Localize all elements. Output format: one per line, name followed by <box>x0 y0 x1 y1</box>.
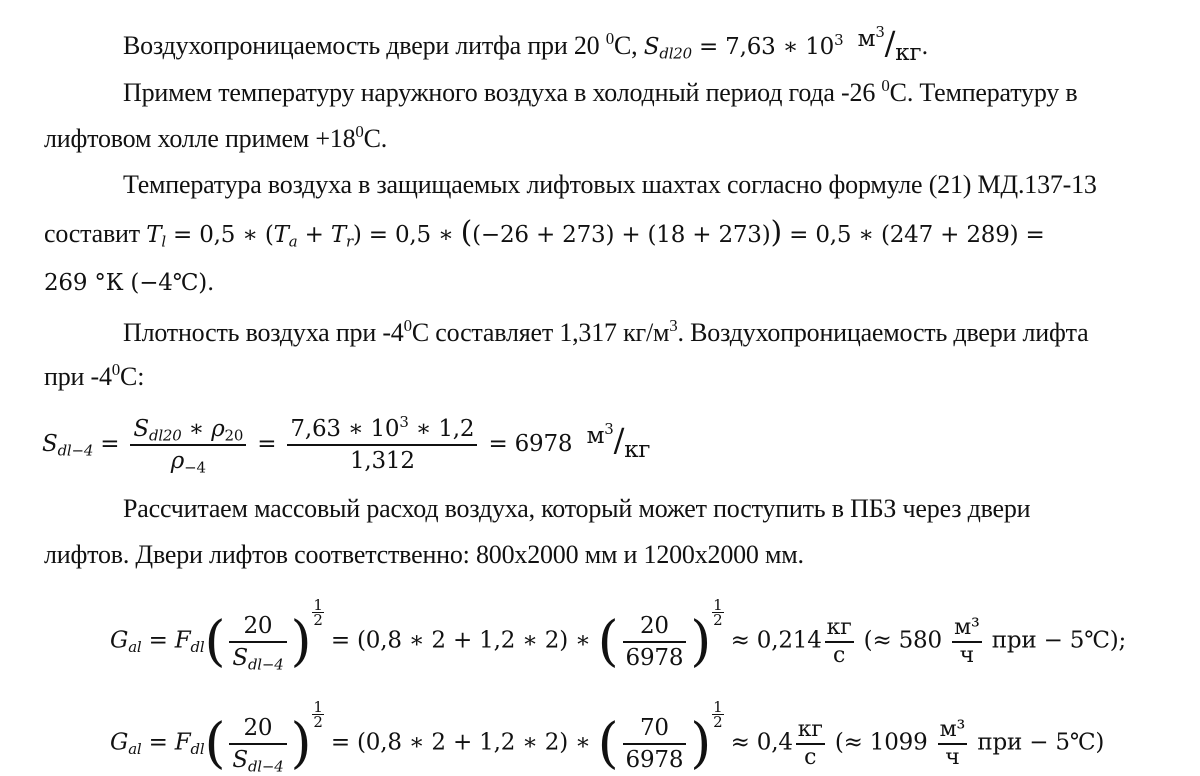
den: с <box>833 642 846 668</box>
text: лифтов. Двери лифтов соответственно: 800х2000 мм и 1200х2000 мм. <box>44 540 804 569</box>
paren: ( <box>460 215 473 250</box>
fraction <box>623 611 687 673</box>
exponent-half <box>712 700 723 729</box>
text: Примем температуру наружного воздуха в холодный период года -26 <box>123 78 882 107</box>
unit-kg-per-s <box>796 717 825 771</box>
sub: al <box>128 739 142 758</box>
paragraph-shaft-temp-formula <box>44 215 1045 251</box>
text: ) = 0,5 ∗ <box>352 222 461 248</box>
formula-s-dl20 <box>643 23 929 66</box>
text: составит <box>44 219 147 248</box>
var: T <box>273 222 289 248</box>
sub: a <box>288 232 298 251</box>
text: + <box>297 222 331 248</box>
fraction <box>623 713 687 775</box>
den: ч <box>959 642 975 668</box>
num: 1 <box>313 596 323 614</box>
unit-den: кг <box>624 437 651 463</box>
paragraph-mass-flow-line1 <box>123 494 1030 524</box>
num: м³ <box>952 615 982 643</box>
exponent-half <box>312 700 323 729</box>
sub: l <box>161 232 166 251</box>
var: ρ <box>170 448 185 474</box>
text: при − 5℃) <box>977 729 1105 756</box>
num: 1 <box>713 698 723 716</box>
text: 269 °К (−4℃). <box>44 270 215 296</box>
text: при − 5℃); <box>991 627 1127 654</box>
sub: dl <box>190 739 205 758</box>
sub: dl−4 <box>247 756 284 775</box>
paren: ) <box>290 711 312 775</box>
text: = 0,5 ∗ (247 + 289) = <box>782 222 1045 248</box>
degree-superscript: 0 <box>111 359 121 379</box>
var: S <box>232 746 248 773</box>
value: = 7,63 ∗ 10 <box>691 34 835 60</box>
var: G <box>110 729 129 756</box>
formula-s-dl-4: $S_{dl-4}$ = $\frac{S_{dl20} ∗ \rho_{20}}{\rho_{-4}}$ = $\frac{7,63 ∗ 10^3 ∗ 1,2}{1,312}$ = 6978 $м^3/кг$ <box>42 413 651 477</box>
paragraph-density-line1 <box>123 315 1089 348</box>
var: T <box>330 222 346 248</box>
paragraph-density-line2 <box>44 359 145 392</box>
text: = 0,5 ∗ ( <box>165 222 274 248</box>
unit-den: кг <box>895 40 922 66</box>
sub: r <box>345 232 353 251</box>
var: ρ <box>211 416 225 442</box>
formula-g-al-1: $G_{al} = F_{dl}$( $\frac{20}{S_{dl-4}}$ ) $\frac{1}{2}$ = (0,8 ∗ 2 + 1,2 ∗ 2) ∗ ( $\frac{20}{6978}$ ) $\frac{1}{2}$ ≈ 0,214 кг с (≈ 580 м³ ч при − 5℃); <box>110 596 1127 673</box>
degree-superscript: 0 <box>355 121 364 141</box>
text: ∗ <box>181 416 212 442</box>
exponent-half <box>712 598 723 627</box>
den: с <box>804 744 817 770</box>
unit-kg-per-s <box>825 615 854 669</box>
text: С. <box>363 124 388 153</box>
text: Плотность воздуха при -4 <box>123 318 404 347</box>
text: = (0,8 ∗ 2 + 1,2 ∗ 2) ∗ <box>330 627 591 654</box>
text: (−26 + 273) + (18 + 273) <box>472 222 771 248</box>
paren: ) <box>690 711 712 775</box>
var: S <box>133 416 149 442</box>
result: ≈ 0,214 <box>730 627 822 654</box>
paren: ( <box>597 609 619 673</box>
text: (≈ 580 <box>863 627 942 654</box>
var-s: S <box>643 34 660 60</box>
sub: dl <box>190 637 205 656</box>
den: 6978 <box>625 644 684 671</box>
exp: 3 <box>875 23 885 42</box>
num: м³ <box>938 717 968 745</box>
den: 2 <box>713 611 723 629</box>
sub: 20 <box>224 426 244 445</box>
paragraph-shaft-temp-result <box>44 268 214 298</box>
den: ч <box>945 744 960 770</box>
paren: ( <box>204 609 226 673</box>
exponent: 3 <box>669 315 678 335</box>
unit-num: м <box>857 26 876 52</box>
text: = (0,8 ∗ 2 + 1,2 ∗ 2) ∗ <box>330 729 591 756</box>
paren: ) <box>770 215 783 250</box>
num: 20 <box>229 611 286 643</box>
var: G <box>110 627 129 654</box>
sub: −4 <box>184 458 206 477</box>
unit-m3-per-kg: $м^3/кг$ <box>857 23 922 66</box>
den: 6978 <box>625 746 684 773</box>
exp: 3 <box>399 413 409 432</box>
paragraph-outdoor-temp-line2 <box>44 121 388 154</box>
var: S <box>232 644 248 671</box>
var: F <box>174 627 191 654</box>
text: лифтовом холле примем +18 <box>44 124 356 153</box>
exponent: 3 <box>834 31 844 50</box>
den: 2 <box>313 713 323 731</box>
fraction <box>229 611 286 673</box>
exp: 3 <box>604 420 614 439</box>
degree-superscript: 0 <box>403 315 412 335</box>
exponent-half <box>312 598 323 627</box>
paragraph-mass-flow-line2 <box>44 540 804 570</box>
den: 2 <box>713 713 723 731</box>
text: 1,312 <box>349 448 415 474</box>
paragraph-shaft-temp-line1 <box>123 170 1097 200</box>
den: 2 <box>313 611 323 629</box>
fraction-density-ratio <box>130 414 246 476</box>
text: Температура воздуха в защищаемых лифтовых шахтах согласно формуле (21) МД.137-13 <box>123 170 1097 199</box>
text: ∗ 1,2 <box>408 416 475 442</box>
subscript: dl20 <box>659 44 692 63</box>
text: Рассчитаем массовый расход воздуха, который может поступить в ПБЗ через двери <box>123 494 1031 523</box>
num: 1 <box>713 596 723 614</box>
text: . <box>921 34 929 60</box>
num: 20 <box>623 611 687 643</box>
var: T <box>146 222 162 248</box>
fraction <box>229 713 286 775</box>
unit-m3-per-kg: $м^3/кг$ <box>586 420 651 463</box>
paren: ) <box>690 609 712 673</box>
fraction-values <box>287 414 477 476</box>
text: (≈ 1099 <box>834 729 928 756</box>
text: при -4 <box>44 362 112 391</box>
text: С: <box>120 362 145 391</box>
sub: dl20 <box>148 426 182 445</box>
formula-t-l <box>146 215 1045 251</box>
var: S <box>42 431 58 457</box>
num: 20 <box>229 713 286 745</box>
text: С составляет 1,317 кг/м <box>411 318 670 347</box>
paren: ( <box>597 711 619 775</box>
unit-m3-per-h <box>938 717 968 771</box>
degree-superscript: 0 <box>605 28 615 48</box>
text: 7,63 ∗ 10 <box>290 416 400 442</box>
sub: dl−4 <box>57 441 94 460</box>
sub: dl−4 <box>247 654 284 673</box>
result: ≈ 0,4 <box>730 729 793 756</box>
text: С, <box>614 31 644 60</box>
num: 1 <box>313 698 323 716</box>
num: 70 <box>623 713 687 745</box>
num: кг <box>796 717 825 745</box>
paragraph-outdoor-temp-line1 <box>123 75 1078 108</box>
text: . Воздухопроницаемость двери лифта <box>677 318 1089 347</box>
unit-m3-per-h <box>952 615 982 669</box>
unit-num: м <box>586 423 605 449</box>
formula-g-al-2: $G_{al} = F_{dl}$( $\frac{20}{S_{dl-4}}$ ) $\frac{1}{2}$ = (0,8 ∗ 2 + 1,2 ∗ 2) ∗ ( $\frac{70}{6978}$ ) $\frac{1}{2}$ ≈ 0,4 кг с (≈ 1099 м³ ч при − 5℃) <box>110 698 1105 775</box>
paragraph-door-permeability <box>123 23 929 66</box>
num: кг <box>825 615 854 643</box>
sub: al <box>128 637 142 656</box>
text: Воздухопроницаемость двери литфа при 20 <box>123 31 606 60</box>
var: F <box>174 729 191 756</box>
text: С. Температуру в <box>889 78 1078 107</box>
result: = 6978 <box>488 431 573 457</box>
degree-superscript: 0 <box>881 75 890 95</box>
paren: ) <box>290 609 312 673</box>
paren: ( <box>204 711 226 775</box>
